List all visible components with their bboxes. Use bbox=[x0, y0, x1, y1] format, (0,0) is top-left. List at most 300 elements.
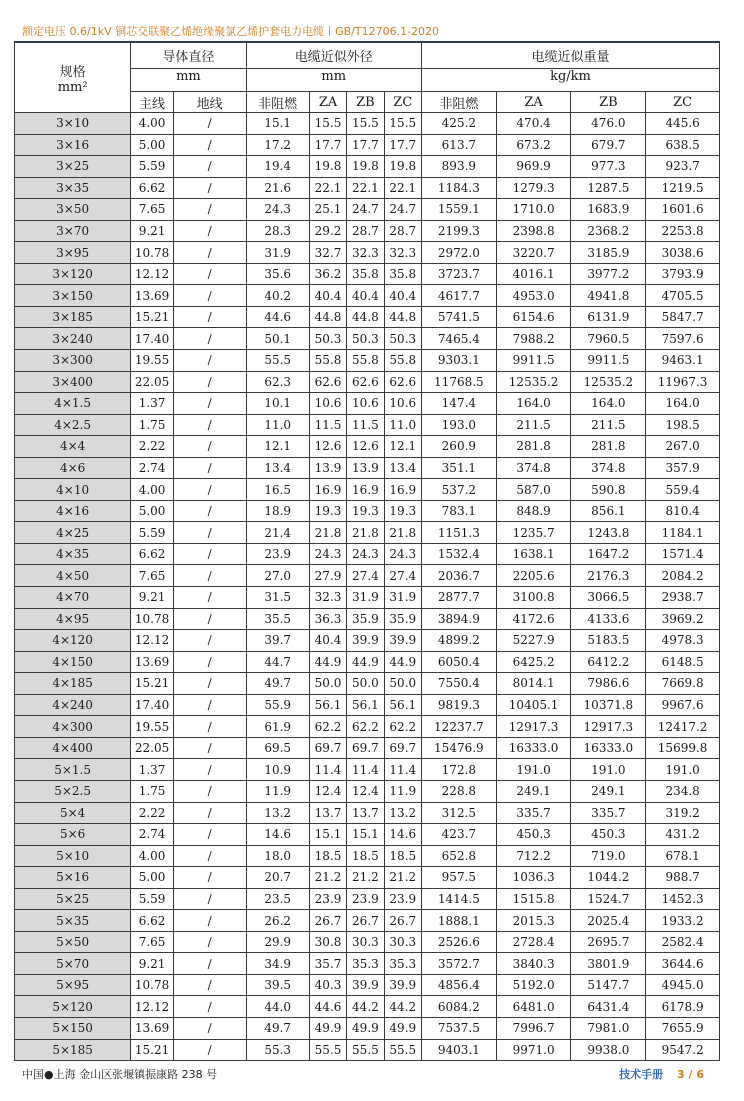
cell-wt-zb: 1044.2 bbox=[571, 867, 646, 889]
cell-conductor-main: 7.65 bbox=[131, 199, 174, 221]
cell-od-non-flame: 20.7 bbox=[246, 867, 309, 889]
cell-conductor-main: 10.78 bbox=[131, 608, 174, 630]
cell-conductor-main: 9.21 bbox=[131, 220, 174, 242]
cell-wt-non-flame: 6050.4 bbox=[421, 651, 496, 673]
table-row bbox=[15, 996, 720, 1018]
cell-wt-zb: 9911.5 bbox=[571, 350, 646, 372]
cell-wt-zc: 2084.2 bbox=[646, 565, 720, 587]
cell-wt-zb: 1243.8 bbox=[571, 522, 646, 544]
cell-od-za: 15.1 bbox=[309, 824, 346, 846]
cell-od-non-flame: 44.0 bbox=[246, 996, 309, 1018]
cell-conductor-main: 19.55 bbox=[131, 350, 174, 372]
cell-od-non-flame: 14.6 bbox=[246, 824, 309, 846]
cell-od-zb: 21.8 bbox=[347, 522, 384, 544]
cell-wt-za: 4016.1 bbox=[496, 263, 571, 285]
cell-conductor-main: 2.74 bbox=[131, 824, 174, 846]
cell-od-non-flame: 39.5 bbox=[246, 974, 309, 996]
table-row bbox=[15, 306, 720, 328]
cell-conductor-ground: / bbox=[173, 824, 246, 846]
cell-od-zc: 24.7 bbox=[384, 199, 421, 221]
cell-conductor-main: 15.21 bbox=[131, 306, 174, 328]
cell-wt-zc: 1933.2 bbox=[646, 910, 720, 932]
cable-spec-table bbox=[14, 42, 720, 1061]
footer-nav bbox=[619, 1066, 704, 1082]
cell-od-za: 11.5 bbox=[309, 414, 346, 436]
cell-wt-zb: 4133.6 bbox=[571, 608, 646, 630]
cell-od-za: 32.7 bbox=[309, 242, 346, 264]
cell-od-non-flame: 27.0 bbox=[246, 565, 309, 587]
cell-od-zb: 55.5 bbox=[347, 1039, 384, 1061]
cell-od-za: 30.8 bbox=[309, 931, 346, 953]
cell-wt-non-flame: 147.4 bbox=[421, 393, 496, 415]
cell-od-zc: 39.9 bbox=[384, 630, 421, 652]
cell-conductor-main: 13.69 bbox=[131, 1017, 174, 1039]
cell-od-non-flame: 40.2 bbox=[246, 285, 309, 307]
cell-wt-non-flame: 425.2 bbox=[421, 113, 496, 135]
cell-wt-za: 3840.3 bbox=[496, 953, 571, 975]
cell-spec: 3×70 bbox=[15, 220, 131, 242]
cell-od-zc: 24.3 bbox=[384, 543, 421, 565]
cell-conductor-main: 1.37 bbox=[131, 759, 174, 781]
cell-wt-za: 9911.5 bbox=[496, 350, 571, 372]
cell-conductor-main: 17.40 bbox=[131, 328, 174, 350]
cell-wt-za: 673.2 bbox=[496, 134, 571, 156]
cell-wt-zb: 856.1 bbox=[571, 500, 646, 522]
cell-conductor-ground: / bbox=[173, 716, 246, 738]
cell-wt-non-flame: 9819.3 bbox=[421, 694, 496, 716]
cell-wt-za: 8014.1 bbox=[496, 673, 571, 695]
cell-od-zc: 26.7 bbox=[384, 910, 421, 932]
cell-od-za: 56.1 bbox=[309, 694, 346, 716]
cell-wt-non-flame: 15476.9 bbox=[421, 737, 496, 759]
cell-wt-zc: 678.1 bbox=[646, 845, 720, 867]
cell-conductor-ground: / bbox=[173, 608, 246, 630]
cell-wt-zc: 7669.8 bbox=[646, 673, 720, 695]
cell-od-za: 36.2 bbox=[309, 263, 346, 285]
cell-od-zc: 19.8 bbox=[384, 156, 421, 178]
cell-wt-non-flame: 3894.9 bbox=[421, 608, 496, 630]
cell-spec: 4×150 bbox=[15, 651, 131, 673]
cell-od-zb: 39.9 bbox=[347, 630, 384, 652]
cell-wt-non-flame: 2199.3 bbox=[421, 220, 496, 242]
cell-od-zb: 12.4 bbox=[347, 780, 384, 802]
cell-wt-zb: 6131.9 bbox=[571, 306, 646, 328]
cell-wt-zb: 2176.3 bbox=[571, 565, 646, 587]
cell-wt-za: 12535.2 bbox=[496, 371, 571, 393]
cell-conductor-ground: / bbox=[173, 974, 246, 996]
cell-od-za: 26.7 bbox=[309, 910, 346, 932]
cell-wt-non-flame: 228.8 bbox=[421, 780, 496, 802]
cell-od-non-flame: 49.7 bbox=[246, 1017, 309, 1039]
cell-wt-za: 1515.8 bbox=[496, 888, 571, 910]
cell-od-zc: 17.7 bbox=[384, 134, 421, 156]
cell-wt-zb: 3066.5 bbox=[571, 587, 646, 609]
footer-address: 中国●上海 金山区张堰镇振康路 238 号 bbox=[22, 1068, 218, 1081]
table-row bbox=[15, 759, 720, 781]
cell-od-za: 13.9 bbox=[309, 457, 346, 479]
cell-od-zb: 35.8 bbox=[347, 263, 384, 285]
cell-od-za: 32.3 bbox=[309, 587, 346, 609]
cell-wt-zb: 10371.8 bbox=[571, 694, 646, 716]
sub-header-wt-za: ZA bbox=[496, 92, 571, 113]
cell-wt-zc: 7655.9 bbox=[646, 1017, 720, 1039]
cell-spec: 4×300 bbox=[15, 716, 131, 738]
cell-conductor-ground: / bbox=[173, 1039, 246, 1061]
cell-spec: 5×16 bbox=[15, 867, 131, 889]
cell-wt-zb: 7981.0 bbox=[571, 1017, 646, 1039]
cell-od-zc: 30.3 bbox=[384, 931, 421, 953]
cell-conductor-ground: / bbox=[173, 888, 246, 910]
cell-wt-non-flame: 5741.5 bbox=[421, 306, 496, 328]
cell-wt-non-flame: 957.5 bbox=[421, 867, 496, 889]
cell-wt-non-flame: 9403.1 bbox=[421, 1039, 496, 1061]
cell-wt-zc: 5847.7 bbox=[646, 306, 720, 328]
cell-od-zb: 26.7 bbox=[347, 910, 384, 932]
cell-wt-zc: 3644.6 bbox=[646, 953, 720, 975]
cell-wt-zc: 2938.7 bbox=[646, 587, 720, 609]
cell-od-zc: 27.4 bbox=[384, 565, 421, 587]
cell-od-non-flame: 34.9 bbox=[246, 953, 309, 975]
outer-diameter-header: 电缆近似外径 bbox=[246, 43, 421, 69]
cell-spec: 4×16 bbox=[15, 500, 131, 522]
weight-unit: kg/km bbox=[421, 69, 719, 92]
cell-conductor-ground: / bbox=[173, 371, 246, 393]
cell-wt-zc: 9967.6 bbox=[646, 694, 720, 716]
cell-spec: 5×50 bbox=[15, 931, 131, 953]
cell-od-non-flame: 69.5 bbox=[246, 737, 309, 759]
cell-wt-zb: 5147.7 bbox=[571, 974, 646, 996]
table-row bbox=[15, 522, 720, 544]
table-row bbox=[15, 1017, 720, 1039]
cell-conductor-ground: / bbox=[173, 651, 246, 673]
cell-spec: 4×1.5 bbox=[15, 393, 131, 415]
cell-od-zc: 28.7 bbox=[384, 220, 421, 242]
cell-wt-non-flame: 2877.7 bbox=[421, 587, 496, 609]
cell-od-zc: 10.6 bbox=[384, 393, 421, 415]
cell-conductor-main: 22.05 bbox=[131, 737, 174, 759]
cell-wt-za: 7988.2 bbox=[496, 328, 571, 350]
footer-page-number: 3 / 6 bbox=[677, 1068, 704, 1081]
cell-wt-zb: 1524.7 bbox=[571, 888, 646, 910]
cell-wt-non-flame: 4856.4 bbox=[421, 974, 496, 996]
cell-conductor-ground: / bbox=[173, 910, 246, 932]
cell-od-zc: 69.7 bbox=[384, 737, 421, 759]
cell-wt-za: 164.0 bbox=[496, 393, 571, 415]
cell-wt-za: 1710.0 bbox=[496, 199, 571, 221]
cell-spec: 3×16 bbox=[15, 134, 131, 156]
cell-wt-zb: 374.8 bbox=[571, 457, 646, 479]
table-row bbox=[15, 931, 720, 953]
cell-wt-zb: 2695.7 bbox=[571, 931, 646, 953]
cell-spec: 3×150 bbox=[15, 285, 131, 307]
cell-wt-zc: 234.8 bbox=[646, 780, 720, 802]
cell-od-zb: 40.4 bbox=[347, 285, 384, 307]
cell-conductor-main: 13.69 bbox=[131, 651, 174, 673]
cell-wt-za: 374.8 bbox=[496, 457, 571, 479]
cell-od-zb: 35.9 bbox=[347, 608, 384, 630]
cell-wt-zc: 3038.6 bbox=[646, 242, 720, 264]
cell-od-non-flame: 55.3 bbox=[246, 1039, 309, 1061]
cell-wt-zb: 590.8 bbox=[571, 479, 646, 501]
table-row bbox=[15, 393, 720, 415]
cell-od-non-flame: 23.9 bbox=[246, 543, 309, 565]
table-row bbox=[15, 479, 720, 501]
cell-wt-zc: 988.7 bbox=[646, 867, 720, 889]
cell-spec: 4×185 bbox=[15, 673, 131, 695]
cell-spec: 5×1.5 bbox=[15, 759, 131, 781]
cell-od-non-flame: 11.0 bbox=[246, 414, 309, 436]
cell-wt-za: 1638.1 bbox=[496, 543, 571, 565]
cell-wt-non-flame: 1151.3 bbox=[421, 522, 496, 544]
cell-wt-za: 335.7 bbox=[496, 802, 571, 824]
cell-wt-zb: 2025.4 bbox=[571, 910, 646, 932]
cell-wt-zb: 1647.2 bbox=[571, 543, 646, 565]
cell-wt-zc: 6148.5 bbox=[646, 651, 720, 673]
cell-wt-zb: 335.7 bbox=[571, 802, 646, 824]
cell-od-zc: 44.2 bbox=[384, 996, 421, 1018]
cell-conductor-ground: / bbox=[173, 285, 246, 307]
cell-od-non-flame: 19.4 bbox=[246, 156, 309, 178]
cell-wt-non-flame: 4899.2 bbox=[421, 630, 496, 652]
cell-wt-non-flame: 12237.7 bbox=[421, 716, 496, 738]
cell-od-zc: 35.3 bbox=[384, 953, 421, 975]
cell-od-zc: 49.9 bbox=[384, 1017, 421, 1039]
cell-spec: 4×25 bbox=[15, 522, 131, 544]
cell-od-zb: 24.7 bbox=[347, 199, 384, 221]
cell-wt-zc: 2253.8 bbox=[646, 220, 720, 242]
cell-od-non-flame: 26.2 bbox=[246, 910, 309, 932]
cell-od-zc: 31.9 bbox=[384, 587, 421, 609]
cell-od-non-flame: 17.2 bbox=[246, 134, 309, 156]
cell-wt-zc: 198.5 bbox=[646, 414, 720, 436]
conductor-unit: mm bbox=[131, 69, 246, 92]
table-row bbox=[15, 156, 720, 178]
cell-od-zc: 19.3 bbox=[384, 500, 421, 522]
cell-wt-za: 3100.8 bbox=[496, 587, 571, 609]
cell-od-zb: 12.6 bbox=[347, 436, 384, 458]
cell-wt-zb: 1287.5 bbox=[571, 177, 646, 199]
cell-od-za: 55.5 bbox=[309, 1039, 346, 1061]
cell-od-za: 49.9 bbox=[309, 1017, 346, 1039]
cell-od-zb: 11.5 bbox=[347, 414, 384, 436]
cell-wt-zb: 3185.9 bbox=[571, 242, 646, 264]
cell-od-za: 18.5 bbox=[309, 845, 346, 867]
cell-od-non-flame: 11.9 bbox=[246, 780, 309, 802]
cell-od-za: 16.9 bbox=[309, 479, 346, 501]
table-row bbox=[15, 974, 720, 996]
table-row bbox=[15, 953, 720, 975]
table-row bbox=[15, 694, 720, 716]
page-header-title: 额定电压 0.6/1kV 铜芯交联聚乙烯绝缘聚氯乙烯护套电力电缆丨GB/T12706.1-2020 bbox=[22, 25, 440, 38]
cell-wt-zc: 445.6 bbox=[646, 113, 720, 135]
cell-od-zb: 11.4 bbox=[347, 759, 384, 781]
cell-wt-zc: 2582.4 bbox=[646, 931, 720, 953]
cell-wt-za: 4953.0 bbox=[496, 285, 571, 307]
cell-conductor-ground: / bbox=[173, 328, 246, 350]
cell-spec: 4×10 bbox=[15, 479, 131, 501]
cell-od-za: 21.8 bbox=[309, 522, 346, 544]
cell-wt-non-flame: 7465.4 bbox=[421, 328, 496, 350]
cell-wt-za: 1279.3 bbox=[496, 177, 571, 199]
cell-od-zc: 11.4 bbox=[384, 759, 421, 781]
cell-wt-zb: 719.0 bbox=[571, 845, 646, 867]
cell-od-zc: 35.8 bbox=[384, 263, 421, 285]
cell-od-za: 44.9 bbox=[309, 651, 346, 673]
cell-wt-non-flame: 11768.5 bbox=[421, 371, 496, 393]
cell-wt-zb: 7986.6 bbox=[571, 673, 646, 695]
cell-conductor-main: 7.65 bbox=[131, 565, 174, 587]
cell-od-za: 10.6 bbox=[309, 393, 346, 415]
cell-wt-za: 969.9 bbox=[496, 156, 571, 178]
cell-od-non-flame: 44.7 bbox=[246, 651, 309, 673]
cell-od-non-flame: 24.3 bbox=[246, 199, 309, 221]
cell-od-zc: 16.9 bbox=[384, 479, 421, 501]
table-row bbox=[15, 824, 720, 846]
table-row bbox=[15, 134, 720, 156]
cell-conductor-main: 9.21 bbox=[131, 953, 174, 975]
cell-od-zc: 21.8 bbox=[384, 522, 421, 544]
cell-wt-zc: 164.0 bbox=[646, 393, 720, 415]
cell-od-zc: 55.8 bbox=[384, 350, 421, 372]
cell-wt-non-flame: 893.9 bbox=[421, 156, 496, 178]
cell-wt-zc: 3969.2 bbox=[646, 608, 720, 630]
table-row bbox=[15, 436, 720, 458]
weight-header: 电缆近似重量 bbox=[421, 43, 719, 69]
footer-handbook-link[interactable]: 技术手册 bbox=[619, 1068, 664, 1081]
cell-wt-zc: 1452.3 bbox=[646, 888, 720, 910]
cell-od-non-flame: 55.9 bbox=[246, 694, 309, 716]
cell-conductor-main: 4.00 bbox=[131, 845, 174, 867]
cell-conductor-ground: / bbox=[173, 845, 246, 867]
cell-od-zc: 56.1 bbox=[384, 694, 421, 716]
cell-conductor-ground: / bbox=[173, 350, 246, 372]
table-row bbox=[15, 716, 720, 738]
cell-wt-zb: 5183.5 bbox=[571, 630, 646, 652]
cell-od-zb: 50.0 bbox=[347, 673, 384, 695]
cell-od-zb: 39.9 bbox=[347, 974, 384, 996]
cell-conductor-main: 15.21 bbox=[131, 1039, 174, 1061]
cell-conductor-main: 4.00 bbox=[131, 113, 174, 135]
cell-od-non-flame: 31.9 bbox=[246, 242, 309, 264]
cell-wt-zc: 4978.3 bbox=[646, 630, 720, 652]
cell-wt-zb: 450.3 bbox=[571, 824, 646, 846]
cell-wt-zc: 357.9 bbox=[646, 457, 720, 479]
table-body bbox=[15, 113, 720, 1061]
table-row bbox=[15, 543, 720, 565]
cell-od-non-flame: 39.7 bbox=[246, 630, 309, 652]
cell-od-za: 13.7 bbox=[309, 802, 346, 824]
sub-header-wt-non-flame: 非阻燃 bbox=[421, 92, 496, 113]
cell-wt-non-flame: 7550.4 bbox=[421, 673, 496, 695]
cell-od-non-flame: 23.5 bbox=[246, 888, 309, 910]
cell-conductor-ground: / bbox=[173, 587, 246, 609]
cell-wt-zb: 4941.8 bbox=[571, 285, 646, 307]
cell-conductor-ground: / bbox=[173, 737, 246, 759]
cell-wt-non-flame: 613.7 bbox=[421, 134, 496, 156]
cell-wt-non-flame: 6084.2 bbox=[421, 996, 496, 1018]
cell-spec: 5×2.5 bbox=[15, 780, 131, 802]
cell-wt-za: 4172.6 bbox=[496, 608, 571, 630]
cell-od-non-flame: 31.5 bbox=[246, 587, 309, 609]
cell-wt-zc: 11967.3 bbox=[646, 371, 720, 393]
cell-od-za: 55.8 bbox=[309, 350, 346, 372]
cell-od-za: 25.1 bbox=[309, 199, 346, 221]
cell-conductor-ground: / bbox=[173, 565, 246, 587]
cell-wt-zc: 1601.6 bbox=[646, 199, 720, 221]
cell-conductor-ground: / bbox=[173, 522, 246, 544]
cell-od-zb: 49.9 bbox=[347, 1017, 384, 1039]
cell-wt-zc: 923.7 bbox=[646, 156, 720, 178]
cell-conductor-main: 22.05 bbox=[131, 371, 174, 393]
cell-od-non-flame: 55.5 bbox=[246, 350, 309, 372]
cell-wt-za: 7996.7 bbox=[496, 1017, 571, 1039]
cell-wt-non-flame: 1888.1 bbox=[421, 910, 496, 932]
cell-conductor-main: 5.00 bbox=[131, 867, 174, 889]
cell-od-za: 50.3 bbox=[309, 328, 346, 350]
cell-conductor-ground: / bbox=[173, 393, 246, 415]
cell-od-zb: 55.8 bbox=[347, 350, 384, 372]
cell-od-non-flame: 61.9 bbox=[246, 716, 309, 738]
cell-wt-za: 5227.9 bbox=[496, 630, 571, 652]
cell-wt-zc: 810.4 bbox=[646, 500, 720, 522]
cell-conductor-ground: / bbox=[173, 242, 246, 264]
cell-conductor-ground: / bbox=[173, 220, 246, 242]
cell-od-zb: 44.9 bbox=[347, 651, 384, 673]
cell-od-non-flame: 28.3 bbox=[246, 220, 309, 242]
cell-od-zc: 15.5 bbox=[384, 113, 421, 135]
table-row bbox=[15, 651, 720, 673]
table-row bbox=[15, 263, 720, 285]
cell-spec: 4×6 bbox=[15, 457, 131, 479]
cell-conductor-main: 6.62 bbox=[131, 910, 174, 932]
cell-wt-zc: 3793.9 bbox=[646, 263, 720, 285]
cell-od-zb: 62.2 bbox=[347, 716, 384, 738]
cell-od-za: 12.6 bbox=[309, 436, 346, 458]
cell-conductor-main: 1.75 bbox=[131, 414, 174, 436]
table-row bbox=[15, 673, 720, 695]
cell-wt-zc: 1184.1 bbox=[646, 522, 720, 544]
cell-conductor-ground: / bbox=[173, 780, 246, 802]
cell-wt-zb: 211.5 bbox=[571, 414, 646, 436]
spec-header-label: 规格 bbox=[59, 64, 86, 80]
cell-wt-zc: 15699.8 bbox=[646, 737, 720, 759]
cell-conductor-ground: / bbox=[173, 306, 246, 328]
cell-od-non-flame: 15.1 bbox=[246, 113, 309, 135]
cell-od-za: 40.4 bbox=[309, 285, 346, 307]
cell-od-za: 40.3 bbox=[309, 974, 346, 996]
cell-od-za: 62.2 bbox=[309, 716, 346, 738]
cell-conductor-ground: / bbox=[173, 479, 246, 501]
cell-wt-za: 587.0 bbox=[496, 479, 571, 501]
cell-conductor-ground: / bbox=[173, 500, 246, 522]
cell-wt-zb: 3801.9 bbox=[571, 953, 646, 975]
cell-wt-za: 9971.0 bbox=[496, 1039, 571, 1061]
cell-wt-zc: 9463.1 bbox=[646, 350, 720, 372]
sub-header-wt-zb: ZB bbox=[571, 92, 646, 113]
cell-wt-za: 450.3 bbox=[496, 824, 571, 846]
cell-od-za: 17.7 bbox=[309, 134, 346, 156]
cell-spec: 5×6 bbox=[15, 824, 131, 846]
cell-conductor-ground: / bbox=[173, 263, 246, 285]
cell-od-non-flame: 13.4 bbox=[246, 457, 309, 479]
cell-od-non-flame: 21.4 bbox=[246, 522, 309, 544]
cell-wt-za: 5192.0 bbox=[496, 974, 571, 996]
cell-od-zb: 19.8 bbox=[347, 156, 384, 178]
cell-wt-za: 6425.2 bbox=[496, 651, 571, 673]
cell-wt-zb: 7960.5 bbox=[571, 328, 646, 350]
cell-spec: 5×4 bbox=[15, 802, 131, 824]
cell-od-non-flame: 35.6 bbox=[246, 263, 309, 285]
